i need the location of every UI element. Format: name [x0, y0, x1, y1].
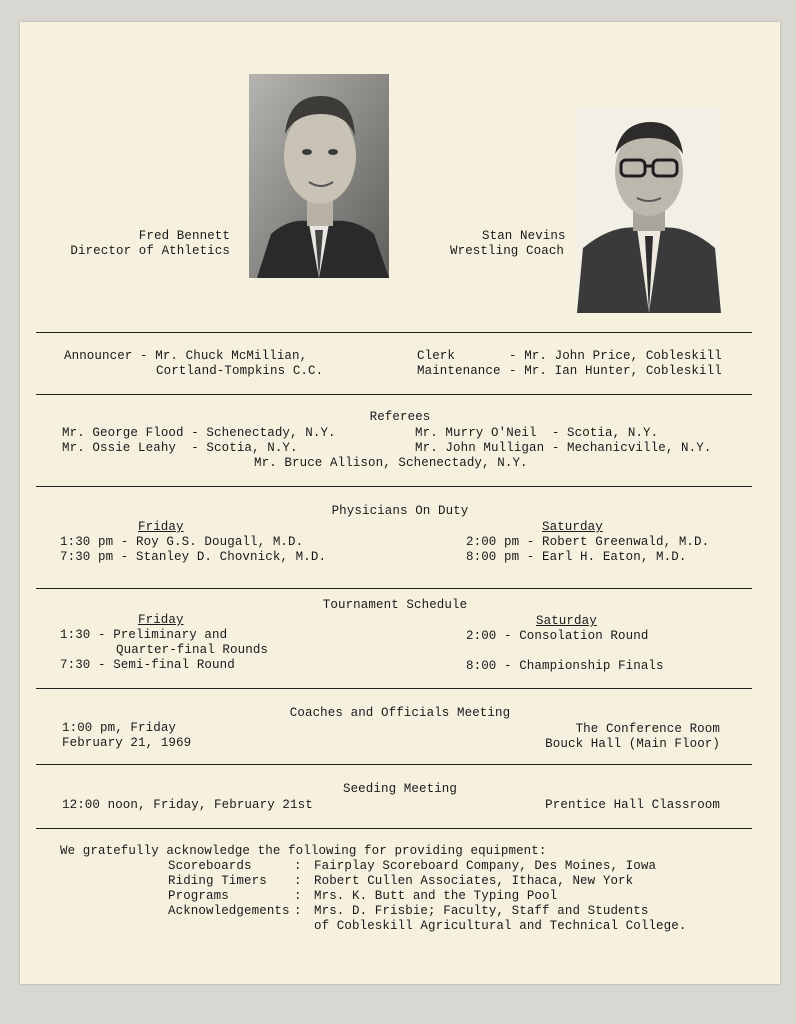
ack-label-2: Riding Timers: [168, 874, 267, 888]
maintenance-label: Maintenance: [417, 364, 501, 378]
left-name: Fred Bennett: [138, 229, 230, 243]
divider: [36, 486, 752, 487]
maintenance-value: - Mr. Ian Hunter, Cobleskill: [509, 364, 722, 378]
physicians-friday-label: Friday: [138, 520, 184, 534]
schedule-friday-1: 1:30 - Preliminary and: [60, 628, 228, 642]
ack-intro: We gratefully acknowledge the following for providing equipment:: [60, 844, 547, 858]
meeting-heading: Coaches and Officials Meeting: [289, 706, 511, 720]
seeding-place: Prentice Hall Classroom: [545, 798, 720, 812]
clerk-label: Clerk: [417, 349, 456, 363]
ack-sep: :: [294, 889, 302, 903]
announcer-line: Announcer - Mr. Chuck McMillian,: [64, 349, 308, 363]
referee-left-1: Mr. George Flood - Schenectady, N.Y.: [62, 426, 336, 440]
ack-label-3: Programs: [168, 889, 229, 903]
right-title: Wrestling Coach: [450, 244, 565, 258]
schedule-friday-2: Quarter-final Rounds: [116, 643, 269, 657]
divider: [36, 588, 752, 589]
referee-center: Mr. Bruce Allison, Schenectady, N.Y.: [254, 456, 528, 470]
divider: [36, 332, 752, 333]
meeting-time: 1:00 pm, Friday: [62, 721, 177, 735]
schedule-saturday-1: 2:00 - Consolation Round: [466, 629, 649, 643]
portrait-photo-icon: [249, 74, 389, 278]
physician-friday-2: 7:30 pm - Stanley D. Chovnick, M.D.: [60, 550, 327, 564]
referee-right-1: Mr. Murry O'Neil - Scotia, N.Y.: [415, 426, 659, 440]
referee-left-2: Mr. Ossie Leahy - Scotia, N.Y.: [62, 441, 298, 455]
meeting-place-1: The Conference Room: [575, 722, 720, 736]
physician-friday-1: 1:30 pm - Roy G.S. Dougall, M.D.: [60, 535, 304, 549]
physician-saturday-2: 8:00 pm - Earl H. Eaton, M.D.: [466, 550, 687, 564]
ack-sep: :: [294, 904, 302, 918]
portrait-photo-icon: [577, 108, 721, 313]
meeting-place-2: Bouck Hall (Main Floor): [545, 737, 720, 751]
schedule-friday-3: 7:30 - Semi-final Round: [60, 658, 235, 672]
photo-fred-bennett: [249, 74, 389, 278]
schedule-heading: Tournament Schedule: [322, 598, 468, 612]
divider: [36, 764, 752, 765]
program-page: [20, 22, 780, 984]
referee-right-2: Mr. John Mulligan - Mechanicville, N.Y.: [415, 441, 712, 455]
meeting-date: February 21, 1969: [62, 736, 192, 750]
divider: [36, 688, 752, 689]
ack-value-4: Mrs. D. Frisbie; Faculty, Staff and Students: [314, 904, 649, 918]
schedule-saturday-2: 8:00 - Championship Finals: [466, 659, 664, 673]
clerk-value: - Mr. John Price, Cobleskill: [509, 349, 722, 363]
physicians-heading: Physicians On Duty: [331, 504, 469, 518]
divider: [36, 828, 752, 829]
ack-value-3: Mrs. K. Butt and the Typing Pool: [314, 889, 558, 903]
ack-sep: :: [294, 874, 302, 888]
ack-continuation: of Cobleskill Agricultural and Technical College.: [314, 919, 687, 933]
ack-label-4: Acknowledgements: [168, 904, 290, 918]
ack-sep: :: [294, 859, 302, 873]
seeding-time: 12:00 noon, Friday, February 21st: [62, 798, 313, 812]
left-title: Director of Athletics: [70, 244, 230, 258]
physicians-saturday-label: Saturday: [542, 520, 603, 534]
ack-value-2: Robert Cullen Associates, Ithaca, New York: [314, 874, 634, 888]
photo-stan-nevins: [577, 108, 721, 313]
schedule-friday-label: Friday: [138, 613, 184, 627]
schedule-saturday-label: Saturday: [536, 614, 597, 628]
referees-heading: Referees: [369, 410, 431, 424]
divider: [36, 394, 752, 395]
announcer-affiliation: Cortland-Tompkins C.C.: [156, 364, 324, 378]
physician-saturday-1: 2:00 pm - Robert Greenwald, M.D.: [466, 535, 710, 549]
ack-value-1: Fairplay Scoreboard Company, Des Moines, Iowa: [314, 859, 657, 873]
right-name: Stan Nevins: [482, 229, 566, 243]
ack-label-1: Scoreboards: [168, 859, 252, 873]
seeding-heading: Seeding Meeting: [342, 782, 458, 796]
